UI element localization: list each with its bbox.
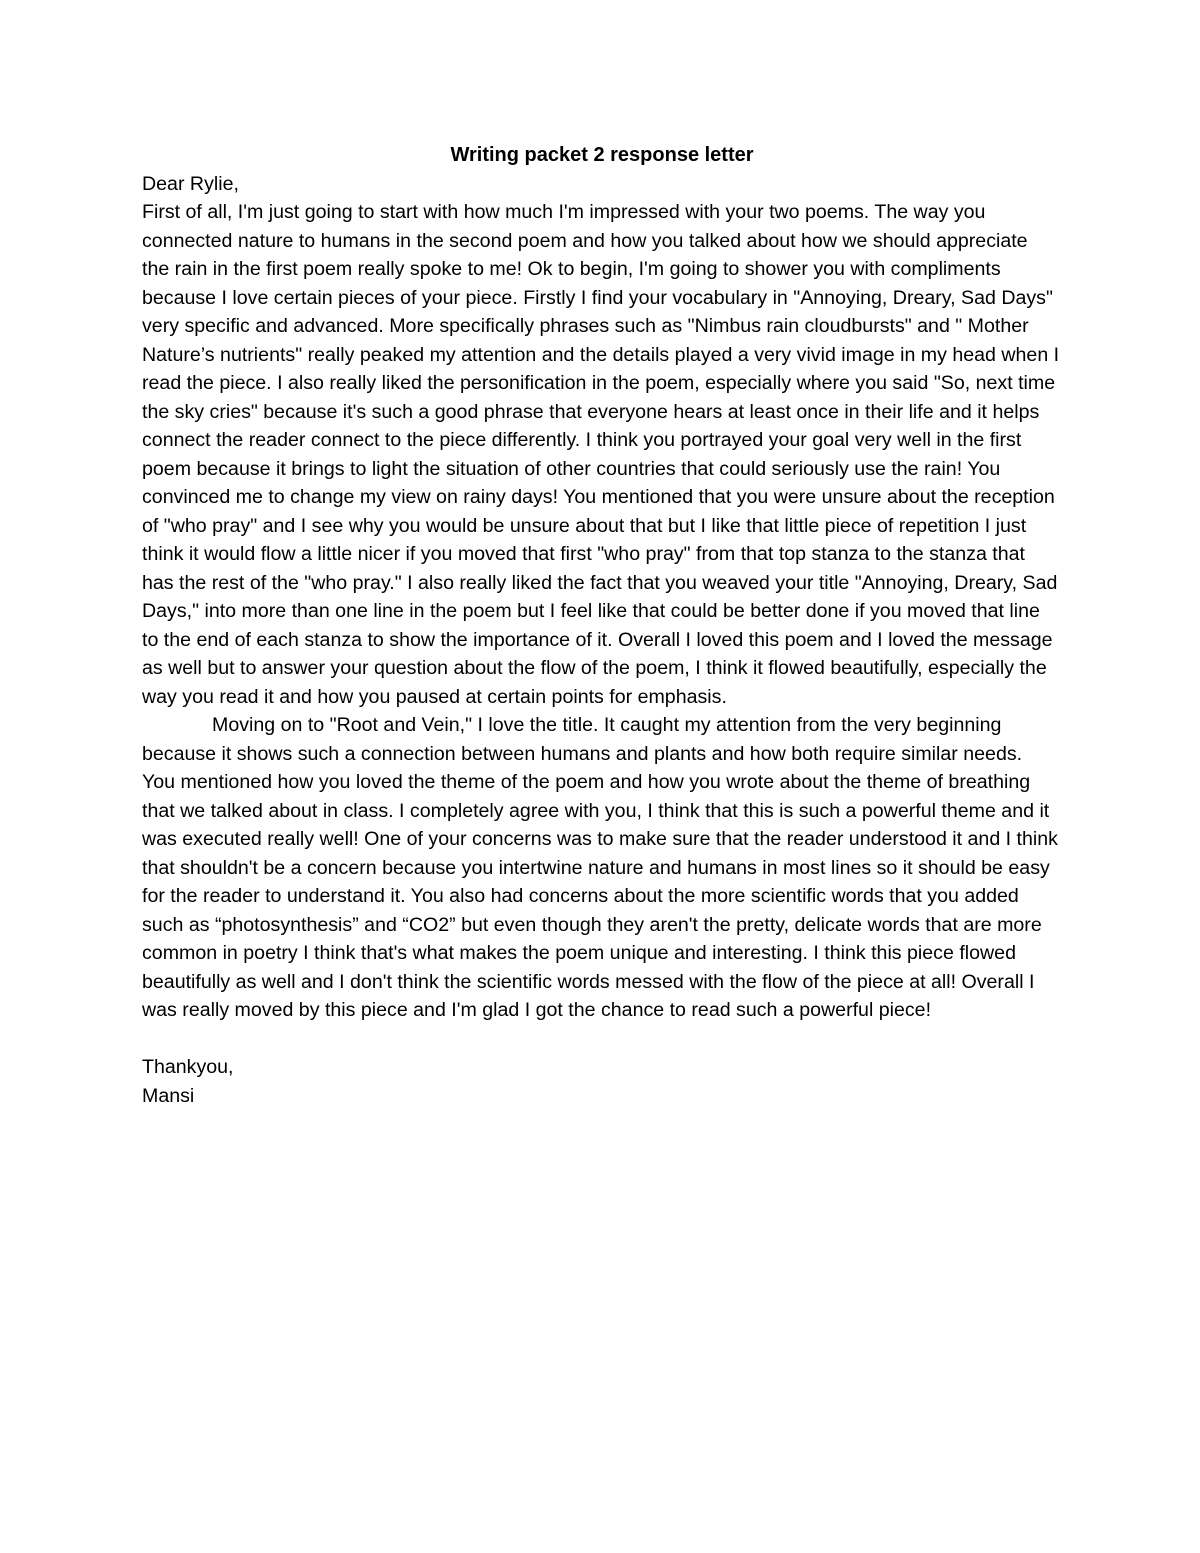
paragraph-spacer <box>142 1025 1060 1054</box>
body-paragraph-1: First of all, I'm just going to start with how much I'm impressed with your two poems. The way you connected nature to humans in the second poem and how you talked about how we should appreciate the rain in the first poem really spoke to me! Ok to begin, I'm going to shower you with compliments because I love certain pieces of your piece. Firstly I find your vocabulary in "Annoying, Dreary, Sad Days" very specific and advanced. More specifically phrases such as "Nimbus rain cloudbursts" and " Mother Nature’s nutrients" really peaked my attention and the details played a very vivid image in my head when I read the piece. I also really liked the personification in the poem, especially where you said "So, next time the sky cries" because it's such a good phrase that everyone hears at least once in their life and it helps connect the reader connect to the piece differently. I think you portrayed your goal very well in the first poem because it brings to light the situation of other countries that could seriously use the rain! You convinced me to change my view on rainy days! You mentioned that you were unsure about the reception of "who pray" and I see why you would be unsure about that but I like that little piece of repetition I just think it would flow a little nicer if you moved that first "who pray" from that top stanza to the stanza that has the rest of the "who pray." I also really liked the fact that you weaved your title "Annoying, Dreary, Sad Days," into more than one line in the poem but I feel like that could be better done if you moved that line to the end of each stanza to show the importance of it. Overall I loved this poem and I loved the message as well but to answer your question about the flow of the poem, I think it flowed beautifully, especially the way you read it and how you paused at certain points for emphasis. <box>142 201 1060 708</box>
signature: Mansi <box>142 1084 195 1107</box>
closing: Thankyou, <box>142 1056 234 1078</box>
document-title: Writing packet 2 response letter <box>450 144 754 166</box>
salutation: Dear Rylie, <box>142 172 239 195</box>
body-paragraph-2: Moving on to "Root and Vein," I love the title. It caught my attention from the very beginning because it shows such a connection between humans and plants and how both require similar needs. You mentioned how you loved the theme of the poem and how you wrote about the theme of breathing that we talked about in class. I completely agree with you, I think that this is such a powerful theme and it was executed really well! One of your concerns was to make sure that the reader understood it and I think that shouldn't be a concern because you intertwine nature and humans in most lines so it should be easy for the reader to understand it. You also had concerns about the more scientific words that you added such as “photosynthesis” and “CO2” but even though they aren't the pretty, delicate words that are more common in poetry I think that's what makes the poem unique and interesting. I think this piece flowed beautifully as well and I don't think the scientific words messed with the flow of the piece at all! Overall I was really moved by this piece and I'm glad I got the chance to read such a powerful piece! <box>142 714 1058 1021</box>
document-page <box>142 141 1060 1110</box>
